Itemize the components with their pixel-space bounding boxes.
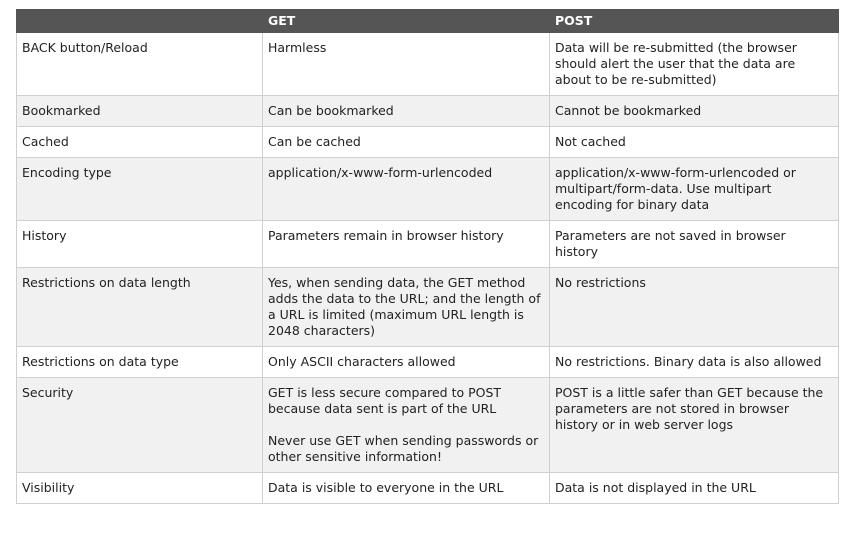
table-row (17, 473, 839, 504)
row-label: Bookmarked (17, 96, 263, 127)
get-text: Yes, when sending data, the GET method adds the data to the URL; and the length of a URL is limited (maximum URL length is 2048 characters) (268, 275, 541, 338)
row-label: Cached (17, 127, 263, 158)
table-row (17, 268, 839, 347)
row-get-cell (263, 158, 550, 221)
post-text: application/x-www-form-urlencoded or multipart/form-data. Use multipart encoding for binary data (555, 165, 796, 212)
post-text: No restrictions (555, 275, 646, 290)
header-post: POST (550, 10, 839, 33)
row-get-cell (263, 127, 550, 158)
get-text: application/x-www-form-urlencoded (268, 165, 493, 180)
post-text: Data will be re-submitted (the browser should alert the user that the data are about to be re-submitted) (555, 40, 797, 87)
post-text: Parameters are not saved in browser history (555, 228, 786, 259)
row-label: Encoding type (17, 158, 263, 221)
get-text: GET is less secure compared to POST because data sent is part of the URL (268, 385, 502, 416)
row-label: Visibility (17, 473, 263, 504)
row-post-cell (550, 33, 839, 96)
post-text: No restrictions. Binary data is also allowed (555, 354, 822, 369)
get-text: Parameters remain in browser history (268, 228, 504, 243)
row-get-cell (263, 473, 550, 504)
row-get-cell (263, 347, 550, 378)
row-post-cell (550, 127, 839, 158)
row-get-cell (263, 33, 550, 96)
row-post-cell (550, 268, 839, 347)
comparison-table (16, 9, 839, 504)
row-label: BACK button/Reload (17, 33, 263, 96)
row-get-cell (263, 268, 550, 347)
header-get: GET (263, 10, 550, 33)
header-feature (17, 10, 263, 33)
post-text: Not cached (555, 134, 626, 149)
get-text: Harmless (268, 40, 327, 55)
row-get-cell (263, 221, 550, 268)
row-label: Restrictions on data type (17, 347, 263, 378)
row-post-cell (550, 158, 839, 221)
post-text: Cannot be bookmarked (555, 103, 702, 118)
table-body (17, 33, 839, 504)
table-row (17, 378, 839, 473)
get-text: Never use GET when sending passwords or other sensitive information! (268, 433, 539, 464)
table-row (17, 33, 839, 96)
get-text: Can be cached (268, 134, 361, 149)
row-post-cell (550, 221, 839, 268)
row-get-cell (263, 378, 550, 473)
row-post-cell (550, 96, 839, 127)
row-get-cell (263, 96, 550, 127)
table-row (17, 158, 839, 221)
table-row (17, 347, 839, 378)
row-label: Restrictions on data length (17, 268, 263, 347)
row-post-cell (550, 347, 839, 378)
row-post-cell (550, 473, 839, 504)
row-label: Security (17, 378, 263, 473)
get-text: Data is visible to everyone in the URL (268, 480, 504, 495)
row-post-cell (550, 378, 839, 473)
header-row (17, 10, 839, 33)
get-text: Can be bookmarked (268, 103, 394, 118)
table-row (17, 221, 839, 268)
row-label: History (17, 221, 263, 268)
table-row (17, 96, 839, 127)
post-text: POST is a little safer than GET because the parameters are not stored in browser history or in web server logs (555, 385, 824, 432)
get-text: Only ASCII characters allowed (268, 354, 456, 369)
post-text: Data is not displayed in the URL (555, 480, 756, 495)
table-row (17, 127, 839, 158)
